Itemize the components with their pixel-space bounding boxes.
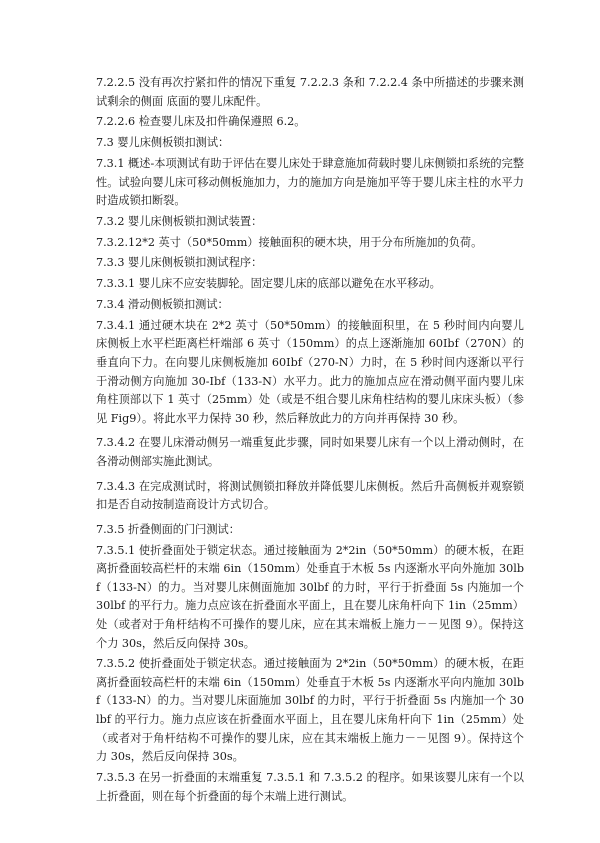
heading-7-3: 7.3 婴儿床侧板锁扣测试：: [96, 136, 230, 150]
paragraph-7-2-2-5: 7.2.2.5 没有再次拧紧扣件的情况下重复 7.2.2.3 条和 7.2.2.4 条中所描述的步骤来测试剩余的侧面 底面的婴儿床配件。: [96, 76, 524, 108]
paragraph-7-3-5-3: 7.3.5.3 在另一折叠面的末端重复 7.3.5.1 和 7.3.5.2 的程序。如果该婴儿床有一个以上折叠面，则在每个折叠面的每个末端上进行测试。: [96, 771, 524, 803]
paragraph-7-2-2-6: 7.2.2.6 检查婴儿床及扣件确保遵照 6.2。: [96, 115, 306, 129]
heading-7-3-3: 7.3.3 婴儿床侧板锁扣测试程序：: [96, 256, 263, 270]
heading-7-3-4: 7.3.4 滑动侧板锁扣测试：: [96, 298, 229, 312]
paragraph-7-3-3-1: 7.3.3.1 婴儿床不应安装脚轮。固定婴儿床的底部以避免在水平移动。: [96, 277, 441, 291]
heading-7-3-2: 7.3.2 婴儿床侧板锁扣测试装置：: [96, 214, 263, 228]
paragraph-7-3-5-1: 7.3.5.1 使折叠面处于锁定状态。通过接触面为 2*2in（50*50mm）的硬木板，在距离折叠面较高栏杆的末端 6in（150mm）处垂直于木板 5s 内逐渐水平向外施加 30lbf（133-N）的力。当对婴儿床侧面施加 30lbf 的力时，平行于折叠面 5s 内施加一个 30lbf 的平行力。施力点应该在折叠面水平面上，且在婴儿床角杆向下 1in（25mm）处（或者对于角杆结构不可操作的婴儿床，应在其末端板上施力－－见图 9）。保持这个力 30s，然后反向保持 30s。: [96, 543, 524, 650]
paragraph-7-3-5-2: 7.3.5.2 使折叠面处于锁定状态。通过接触面为 2*2in（50*50mm）的硬木板，在距离折叠面较高栏杆的末端 6in（150mm）处垂直于木板 5s 内逐渐水平向内施加 30lbf（133-N）的力。当对婴儿床面施加 30lbf 的力时，平行于折叠面 5s 内施加一个 30lbf 的平行力。施力点应该在折叠面水平面上，且在婴儿床角杆向下 1in（25mm）处（或者对于角杆结构不可操作的婴儿床，应在其末端板上施力－－见图 9）。保持这个力 30s，然后反向保持 30s。: [96, 657, 524, 764]
heading-7-3-5: 7.3.5 折叠侧面的门闩测试：: [96, 522, 240, 536]
paragraph-7-3-4-2: 7.3.4.2 在婴儿床滑动侧另一端重复此步骤，同时如果婴儿床有一个以上滑动侧时，在各滑动侧部实施此测试。: [96, 436, 524, 468]
paragraph-7-3-1: 7.3.1 概述-本项测试有助于评估在婴儿床处于肆意施加荷载时婴儿床侧锁扣系统的完整性。试验向婴儿床可移动侧板施加力，力的施加方向是施加平等于婴儿床主柱的水平力时造成锁扣断裂。: [96, 156, 524, 208]
paragraph-7-3-2-1: 7.3.2.12*2 英寸（50*50mm）接触面积的硬木块，用于分布所施加的负荷。: [96, 235, 483, 249]
paragraph-7-3-4-3: 7.3.4.3 在完成测试时，将测试侧锁扣释放并降低婴儿床侧板。然后升高侧板并观察锁扣是否自动按制造商设计方式切合。: [96, 479, 524, 512]
document-body: [96, 74, 524, 808]
paragraph-7-3-4-1: 7.3.4.1 通过硬木块在 2*2 英寸（50*50mm）的接触面积里，在 5 秒时间内向婴儿床侧板上水平栏距离栏杆端部 6 英寸（150mm）的点上逐渐施加 60Ibf（270N）的垂直向下力。在向婴儿床侧板施加 60Ibf（270-N）力时，在 5 秒时间内逐渐以平行于滑动侧方向施加 30-Ibf（133-N）水平力。此力的施加点应在滑动侧平面内婴儿床角柱顶部以下 1 英寸（25mm）处（或是不组合婴儿床角柱结构的婴儿床床头板）（参见 Fig9）。将此水平力保持 30 秒，然后释放此力的方向并再保持 30 秒。: [96, 318, 524, 425]
